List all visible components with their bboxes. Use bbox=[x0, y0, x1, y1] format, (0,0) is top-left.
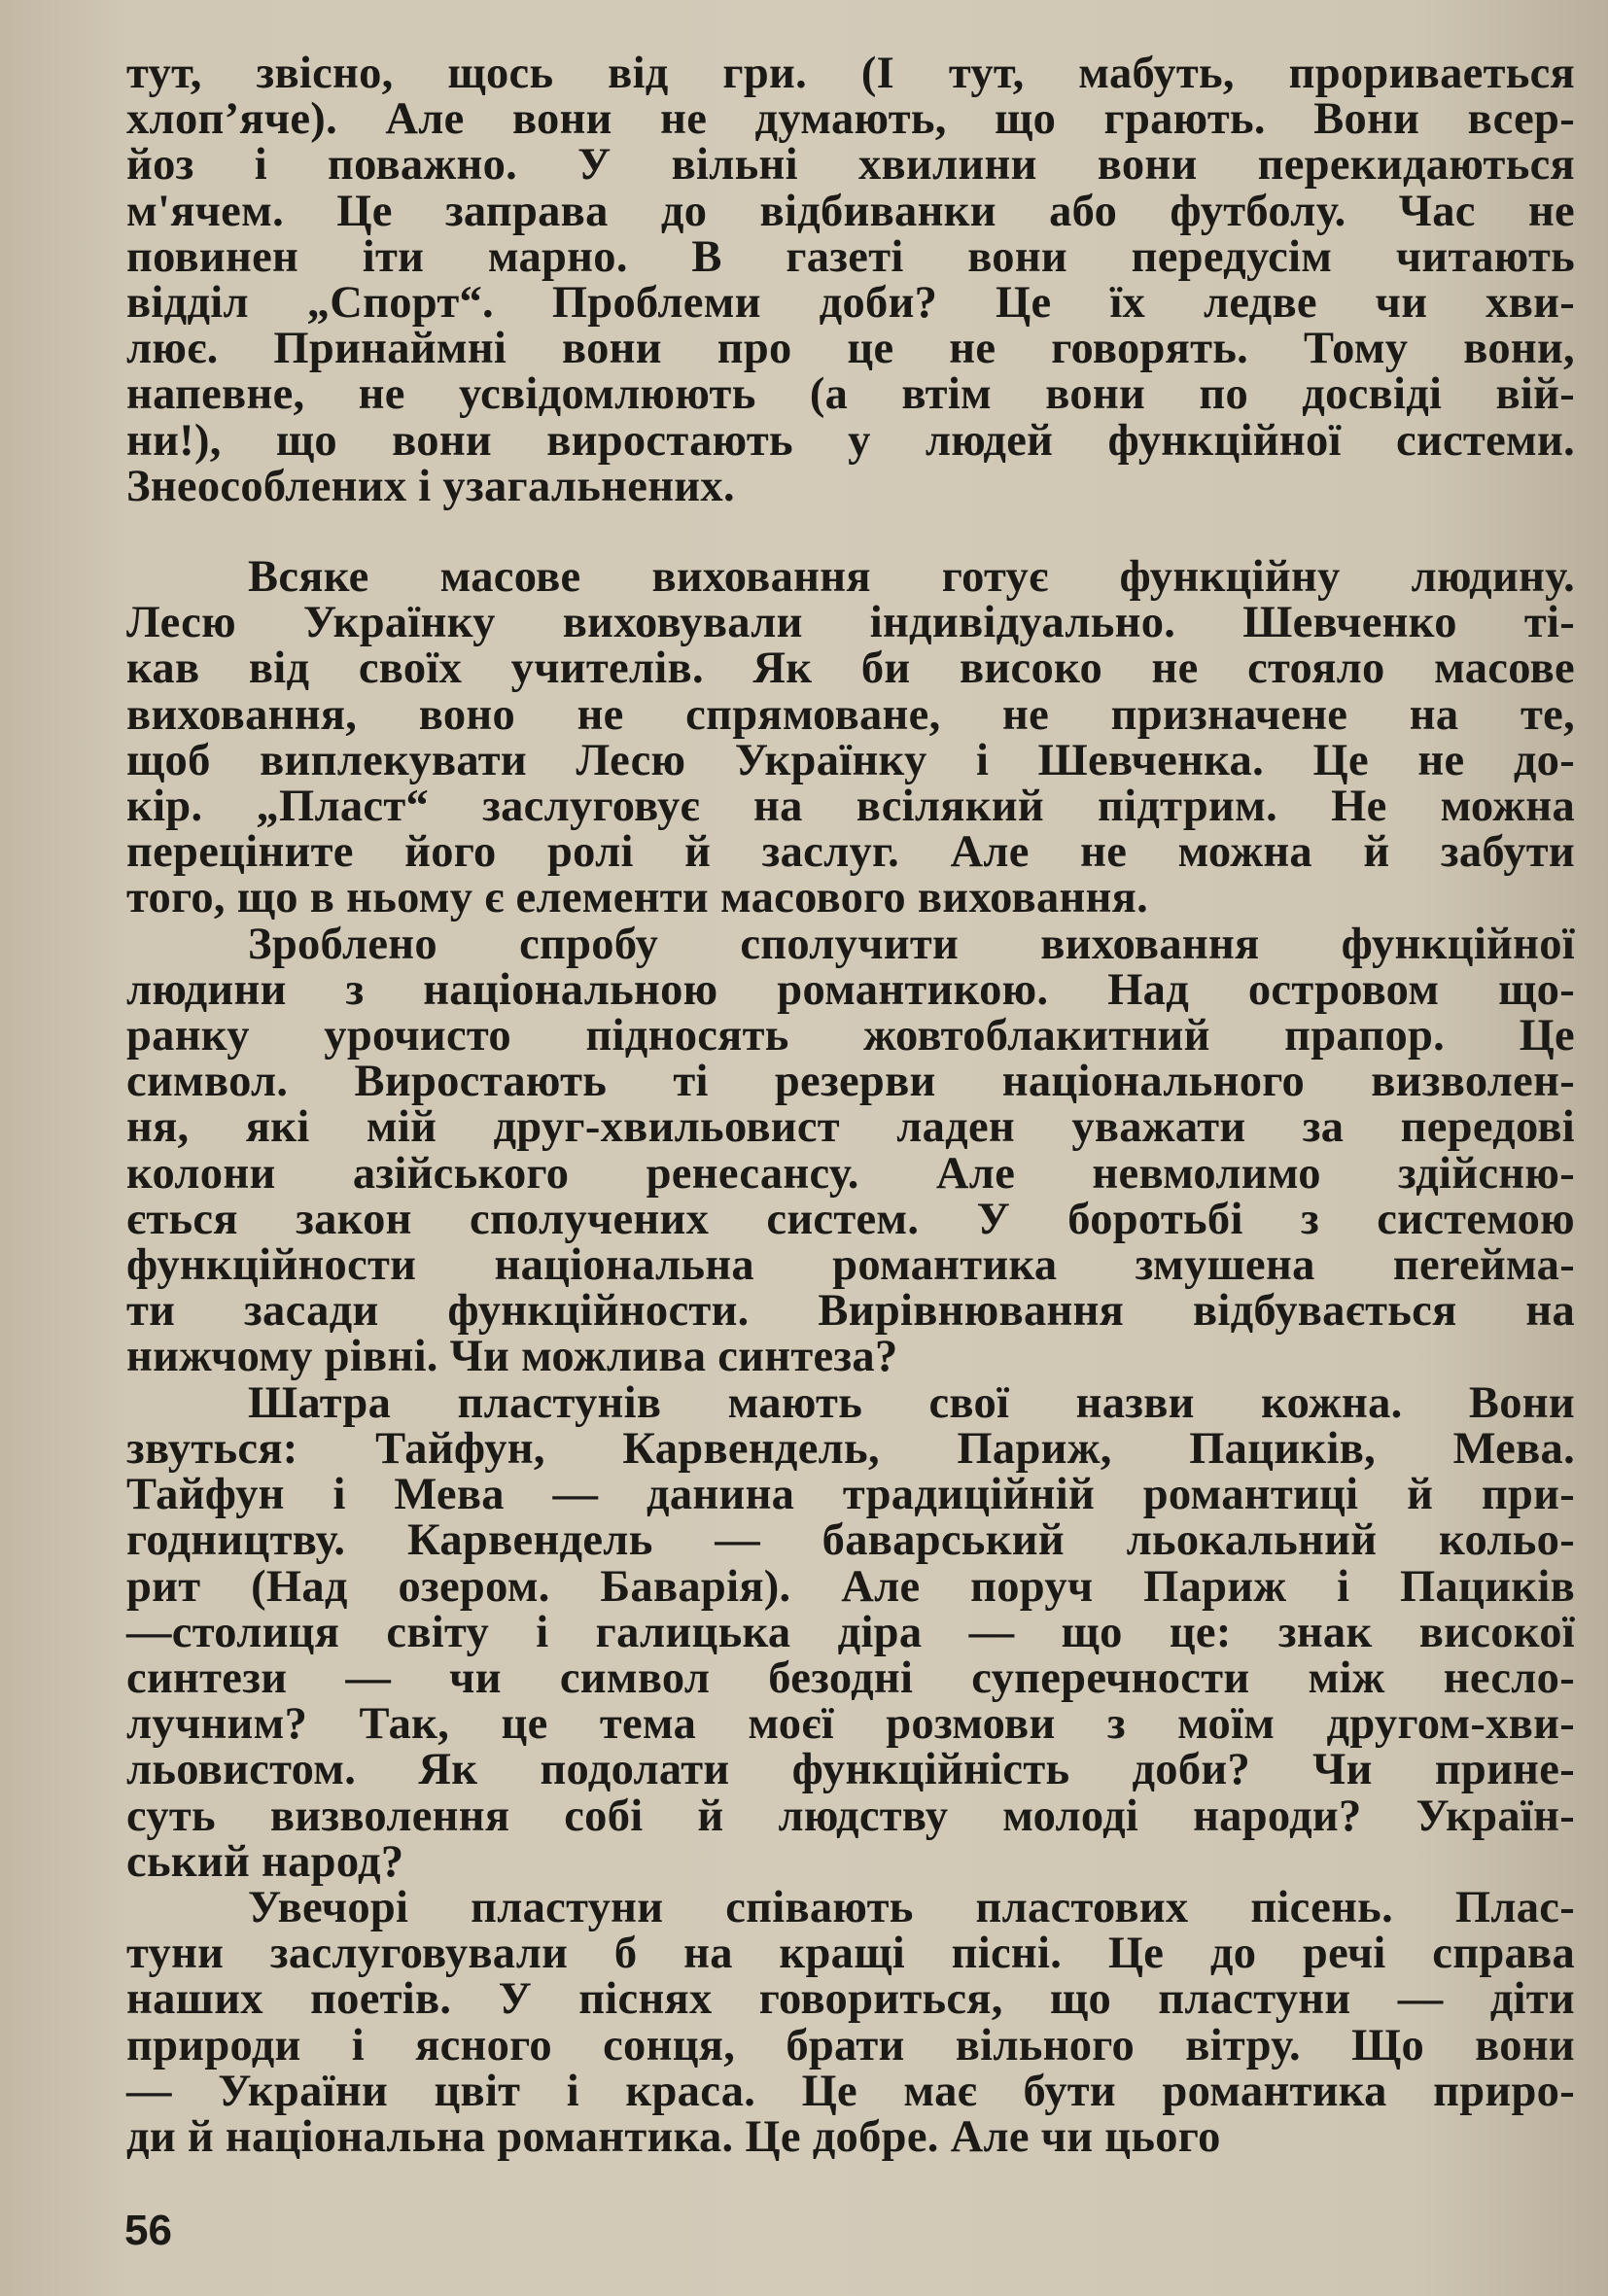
text-line: наших поетів. У піснях говориться, що пластуни — діти bbox=[126, 1974, 1575, 2025]
text-line: рит (Над озером. Баварія). Але поруч Париж і Пациків bbox=[126, 1561, 1575, 1612]
text-line: хлоп’яче). Але вони не думають, що грають. Вони всер- bbox=[126, 94, 1575, 145]
paragraph bbox=[126, 919, 1575, 1382]
text-line: природи і ясного сонця, брати вільного вітру. Що вони bbox=[126, 2020, 1575, 2070]
text-line: Шатра пластунів мають свої назви кожна. Вони bbox=[248, 1377, 1575, 1428]
text-line: кав від своїх учителів. Як би високо не стояло масове bbox=[126, 644, 1575, 694]
text-line: синтези — чи символ безодні суперечности між несло- bbox=[126, 1652, 1575, 1703]
text-line: ти засади функційности. Вирівнювання відбувається на bbox=[126, 1286, 1575, 1337]
paragraph bbox=[126, 1377, 1575, 1887]
text-line: переціните його ролі й заслуг. Але не можна й забути bbox=[126, 827, 1575, 878]
text-line: м'ячем. Це заправа до відбиванки або футболу. Час не bbox=[126, 186, 1575, 236]
text-line: відділ „Спорт“. Проблеми доби? Це їх ледве чи хви- bbox=[126, 278, 1575, 329]
text-line: виховання, воно не спрямоване, не призначене на те, bbox=[126, 689, 1575, 740]
text-line: лює. Принаймні вони про це не говорять. Тому вони, bbox=[126, 324, 1575, 374]
paragraph-gap bbox=[126, 509, 1575, 554]
text-line: йоз і поважно. У вільні хвилини вони перекидаються bbox=[126, 140, 1575, 191]
text-line: ранку урочисто підносять жовтоблакитний прапор. Це bbox=[126, 1011, 1575, 1061]
page-text-body bbox=[126, 51, 1575, 2160]
paragraph bbox=[126, 51, 1575, 509]
paragraph bbox=[126, 554, 1575, 922]
text-line: льовистом. Як подолати функційність доби? Чи прине- bbox=[126, 1745, 1575, 1795]
text-line: Тайфун і Мева — данина традиційній романтиці й при- bbox=[126, 1470, 1575, 1520]
text-line: Знеособлених і узагальнених. bbox=[126, 461, 735, 511]
text-line: ський народ? bbox=[126, 1836, 404, 1887]
text-line: тут, звісно, щось від гри. (І тут, мабуть, прориваеться bbox=[126, 49, 1575, 98]
text-line: повинен іти марно. В газеті вони передусім читають bbox=[126, 231, 1575, 282]
text-line: лучним? Так, це тема моєї розмови з моїм другом-хви- bbox=[126, 1699, 1575, 1750]
text-line: функційности національна романтика змушена пereйма- bbox=[126, 1240, 1575, 1291]
text-line: напевне, не усвідомлюють (а втім вони по досвіді вій- bbox=[126, 369, 1575, 420]
text-line: ня, які мій друг-хвильовист ладен уважати за передові bbox=[126, 1102, 1575, 1153]
text-line: нижчому рівні. Чи можлива синтеза? bbox=[126, 1332, 898, 1382]
text-line: — України цвіт і краса. Це має бути романтика приро- bbox=[126, 2066, 1575, 2116]
text-line: Увечорі пластуни співають пластових пісень. Плас- bbox=[248, 1882, 1575, 1932]
text-line: колони азійського ренесансу. Але невмолимо здійсню- bbox=[126, 1148, 1575, 1199]
text-line: кір. „Пласт“ заслуговує на всілякий підтрим. Не можна bbox=[126, 782, 1575, 832]
text-line: —столиця світу і галицька діра — що це: знак високої bbox=[126, 1607, 1575, 1657]
text-line: Лесю Українку виховували індивідуально. Шевченко ті- bbox=[126, 598, 1575, 648]
text-line: людини з національною романтикою. Над островом що- bbox=[126, 964, 1575, 1015]
text-line: Зроблено спробу сполучити виховання функційної bbox=[248, 919, 1575, 969]
page-number: 56 bbox=[124, 2207, 172, 2254]
text-line: ни!), що вони виростають у людей функційної системи. bbox=[126, 415, 1575, 466]
text-line: ється закон сполучених систем. У боротьбі з системою bbox=[126, 1194, 1575, 1244]
text-line: Всяке масове виховання готує функційну людину. bbox=[248, 552, 1575, 603]
text-line: того, що в ньому є елементи масового виховання. bbox=[126, 873, 1149, 923]
text-line: щоб виплекувати Лесю Українку і Шевченка. Це не до- bbox=[126, 735, 1575, 785]
text-line: суть визволення собі й людству молоді народи? Україн- bbox=[126, 1791, 1575, 1841]
text-line: звуться: Тайфун, Карвендель, Париж, Пациків, Мева. bbox=[126, 1423, 1575, 1474]
text-line: ди й національна романтика. Це добре. Але чи цього bbox=[126, 2111, 1221, 2162]
text-line: годництву. Карвендель — баварський льокальний кольо- bbox=[126, 1515, 1575, 1566]
paragraph bbox=[126, 1882, 1575, 2162]
text-line: туни заслуговували б на кращі пісні. Це до речі справа bbox=[126, 1929, 1575, 1979]
text-line: символ. Виростають ті резерви національного визволен- bbox=[126, 1057, 1575, 1107]
